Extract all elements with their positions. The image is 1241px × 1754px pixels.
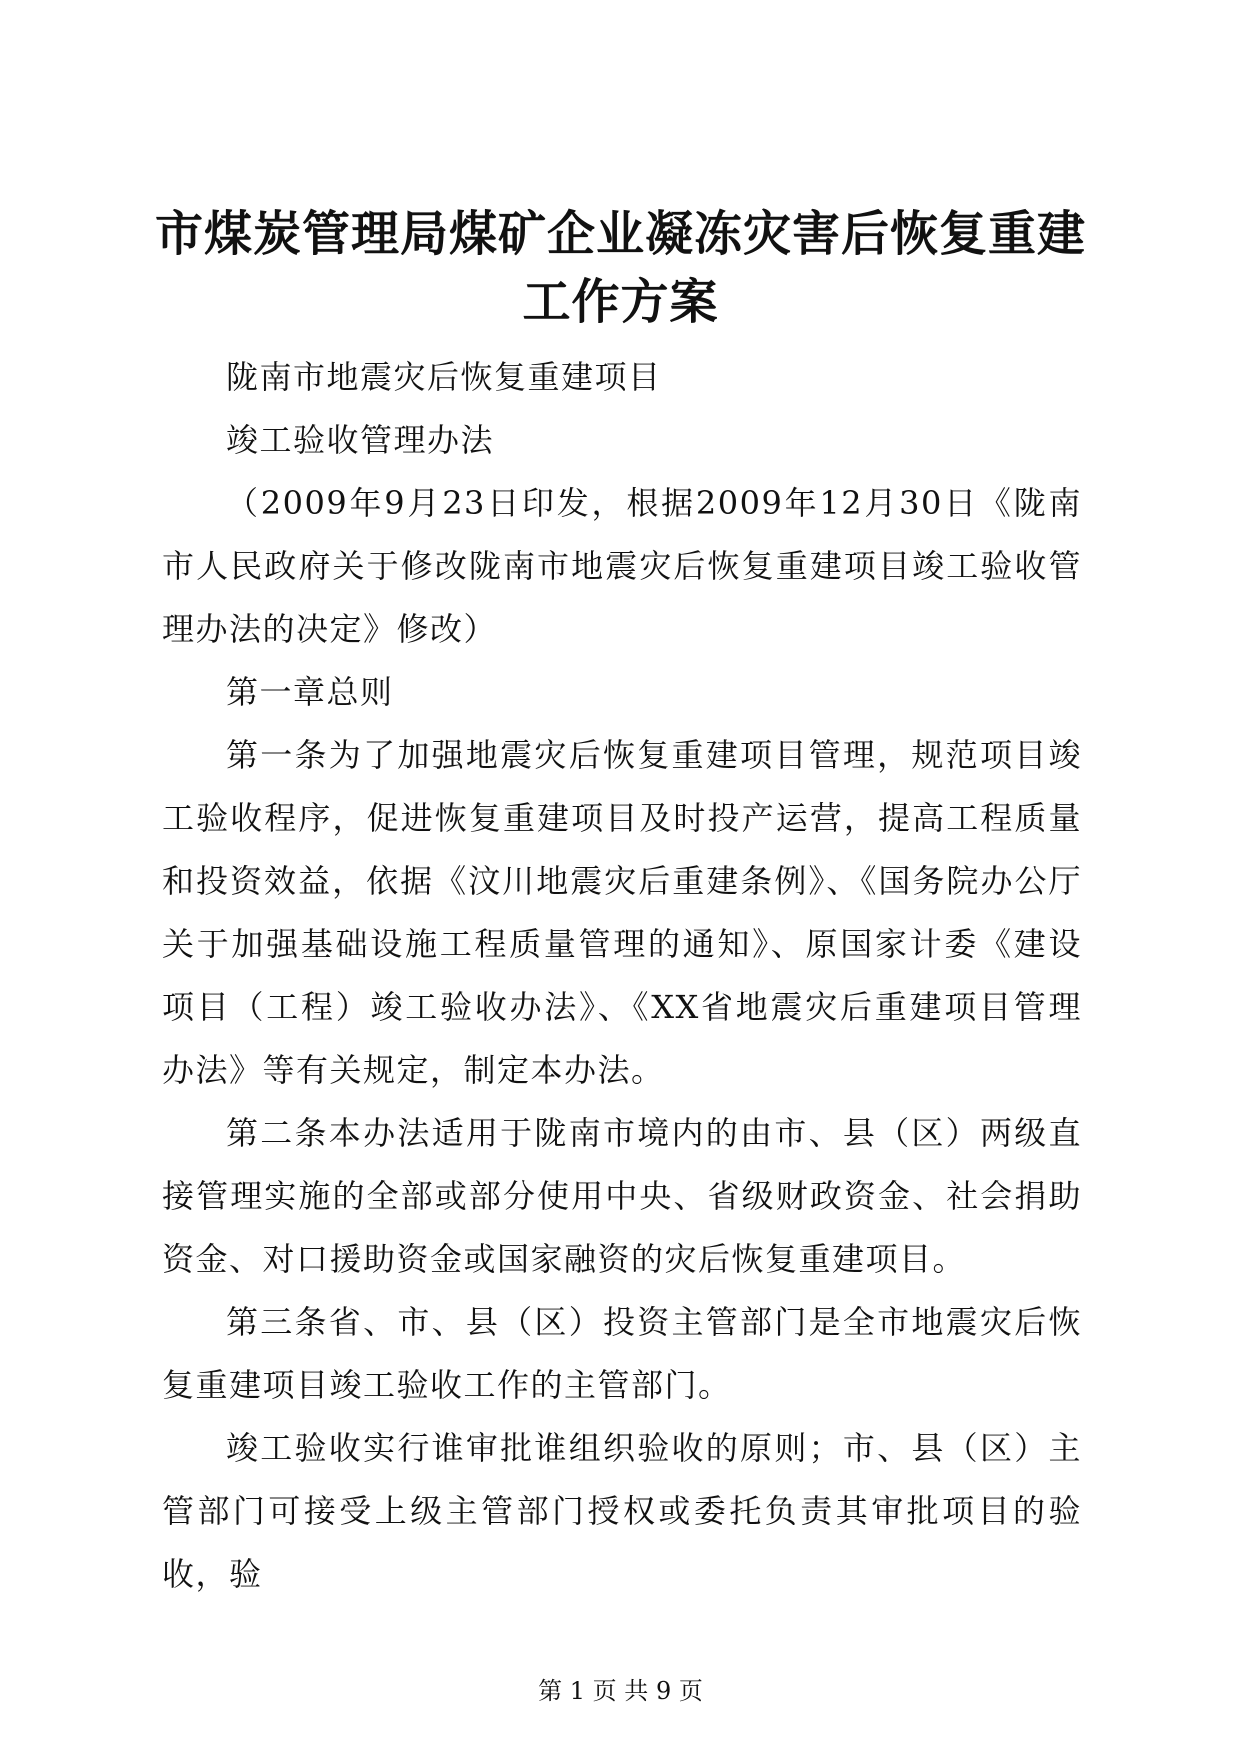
document-title: 市煤炭管理局煤矿企业凝冻灾害后恢复重建工作方案	[154, 206, 1086, 330]
paragraph: 第一条为了加强地震灾后恢复重建项目管理，规范项目竣工验收程序，促进恢复重建项目及时投产运营，提高工程质量和投资效益，依据《汶川地震灾后重建条例》、《国务院办公厅关于加强基础设施工程质量管理的通知》、原国家计委《建设项目（工程）竣工验收办法》、《XX省地震灾后重建项目管理办法》等有关规定，制定本办法。	[162, 736, 1082, 1089]
paragraph: 第一章总则	[226, 673, 394, 711]
page-footer: 第 1 页 共 9 页	[538, 1677, 703, 1705]
paragraph: 第三条省、市、县（区）投资主管部门是全市地震灾后恢复重建项目竣工验收工作的主管部门。	[162, 1303, 1082, 1404]
paragraph: 第二条本办法适用于陇南市境内的由市、县（区）两级直接管理实施的全部或部分使用中央、省级财政资金、社会捐助资金、对口援助资金或国家融资的灾后恢复重建项目。	[162, 1114, 1082, 1278]
paragraph: 竣工验收实行谁审批谁组织验收的原则；市、县（区）主管部门可接受上级主管部门授权或委托负责其审批项目的验收，验	[162, 1429, 1082, 1593]
document-body	[162, 346, 1082, 1606]
paragraph: （2009年9月23日印发，根据2009年12月30日《陇南市人民政府关于修改陇南市地震灾后恢复重建项目竣工验收管理办法的决定》修改）	[162, 484, 1082, 648]
paragraph: 陇南市地震灾后恢复重建项目	[226, 358, 662, 396]
paragraph: 竣工验收管理办法	[226, 421, 495, 459]
